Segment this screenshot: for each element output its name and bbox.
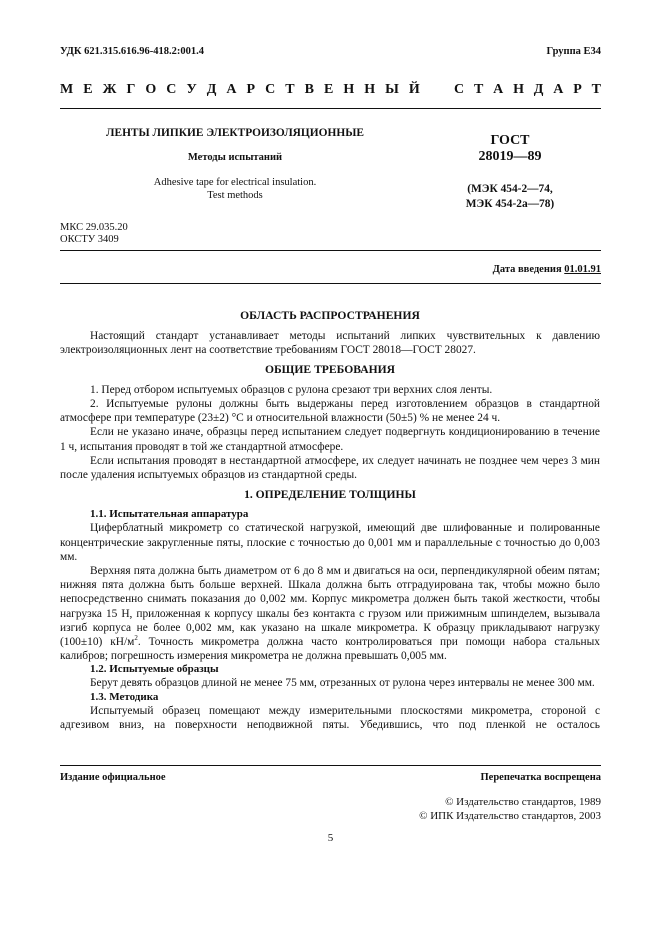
mks-code: МКС 29.035.20 [60, 222, 128, 233]
group-code: Группа Е34 [546, 46, 601, 57]
banner-letter: О [145, 82, 157, 97]
method-paragraph: Испытуемый образец помещают между измерительными плоскостями микрометра, стороной с адгезивом вниз, на поверхности неподвижной пяты. Убедившись, что под пленкой не осталось [60, 704, 600, 731]
banner-letter: Т [591, 82, 601, 97]
banner-standard [454, 82, 601, 98]
introduction-date-label: Дата введения [492, 264, 565, 275]
gost-number: 28019—89 [478, 149, 542, 164]
body-content [60, 309, 600, 732]
okstu-code: ОКСТУ 3409 [60, 234, 119, 245]
banner-letter: Н [513, 82, 524, 97]
gost-label: ГОСТ [490, 133, 530, 148]
title-divider [60, 250, 601, 251]
banner-letter: У [186, 82, 197, 97]
udc-code: УДК 621.315.616.96-418.2:001.4 [60, 46, 204, 57]
date-divider [60, 283, 601, 284]
banner-letter: Т [473, 82, 484, 97]
footer-divider [60, 765, 601, 766]
banner-divider [60, 108, 601, 109]
banner-letter: Ы [385, 82, 399, 97]
copyright-1989: © Издательство стандартов, 1989 [445, 796, 601, 808]
reprint-prohibited: Перепечатка воспрещена [480, 772, 601, 783]
official-edition: Издание официальное [60, 772, 166, 783]
banner-letter: Д [533, 82, 544, 97]
banner-letter: Р [246, 82, 256, 97]
introduction-date [493, 263, 601, 276]
banner-letter: Е [83, 82, 93, 97]
general-note-1: Если не указано иначе, образцы перед испытанием следует подвергнуть кондиционированию в течение 1 ч, испытания проводят в той же стандартной атмосфере. [60, 426, 600, 453]
superscript-2: 2 [134, 634, 138, 643]
specimens-paragraph: Берут девять образцов длиной не менее 75 мм, отрезанных от рулона через интервалы не менее 300 мм. [90, 677, 595, 690]
subsection-1-2-heading: 1.2. Испытуемые образцы [90, 663, 219, 676]
introduction-date-value: 01.01.91 [564, 264, 601, 275]
apparatus-paragraph-2 [60, 564, 600, 663]
banner-letter: М [60, 82, 74, 97]
banner-letter: Т [285, 82, 295, 97]
document-title: ЛЕНТЫ ЛИПКИЕ ЭЛЕКТРОИЗОЛЯЦИОННЫЕ [105, 127, 364, 139]
subsection-1-1-heading: 1.1. Испытательная аппаратура [90, 508, 249, 521]
banner-letter: С [265, 82, 276, 97]
iec-reference-1: (МЭК 454-2—74, [467, 183, 553, 195]
iec-reference-2: МЭК 454-2а—78) [465, 198, 555, 210]
scope-heading: ОБЛАСТЬ РАСПРОСТРАНЕНИЯ [240, 309, 420, 322]
banner-letter: Р [573, 82, 582, 97]
subsection-1-3-heading: 1.3. Методика [90, 690, 159, 703]
banner-letter: А [493, 82, 504, 97]
general-note-2: Если испытания проводят в нестандартной атмосфере, их следует начинать не позднее чем через 3 мин после удаления испытуемых образцов из стандартной среды. [60, 454, 600, 482]
general-item-2: 2. Испытуемые рулоны должны быть выдержаны перед изготовлением образцов в стандартной атмосфере при температуре (23±2) °С и относительной влажности (50±5) % не менее 24 ч. [60, 398, 600, 425]
banner-letter: Н [364, 82, 376, 97]
banner-letter: Ж [102, 82, 117, 97]
banner-letter: Е [323, 82, 334, 97]
page-number: 5 [327, 832, 334, 844]
document-subtitle: Методы испытаний [187, 152, 283, 163]
apparatus-paragraph-1: Циферблатный микрометр со статической нагрузкой, имеющий две шлифованные и полированные концентрические закругленные пяты, плоские с точностью до 0,001 мм и параллельные с точностью до 0,003 мм. [60, 522, 600, 563]
banner-letter: С [454, 82, 465, 97]
banner-letter: С [166, 82, 177, 97]
banner-letter: Д [206, 82, 217, 97]
banner-interstate [60, 82, 420, 98]
banner-letter: А [553, 82, 564, 97]
general-item-1: 1. Перед отбором испытуемых образцов с рулона срезают три верхних слоя ленты. [90, 383, 493, 396]
copyright-2003: © ИПК Издательство стандартов, 2003 [419, 810, 601, 822]
banner-letter: В [304, 82, 314, 97]
banner-letter: Н [343, 82, 355, 97]
thickness-heading: 1. ОПРЕДЕЛЕНИЕ ТОЛЩИНЫ [244, 488, 416, 502]
banner-letter: Й [408, 82, 420, 97]
general-heading: ОБЩИЕ ТРЕБОВАНИЯ [265, 362, 395, 376]
english-title-line-2: Test methods [207, 190, 263, 201]
banner-letter: А [226, 82, 237, 97]
english-title-line-1: Adhesive tape for electrical insulation. [153, 177, 317, 188]
scope-paragraph: Настоящий стандарт устанавливает методы испытаний липких чувствительных к давлению электроизоляционных лент на соответствие требованиям ГОСТ 28018—ГОСТ 28027. [60, 330, 600, 357]
banner-letter: Г [126, 82, 136, 97]
apparatus-text-b: . Точность микрометра должна часто контролироваться при помощи набора стальных калибров; погрешность измерения микрометра не должна превышать 0,005 мм. [60, 636, 600, 663]
apparatus-text-a: Верхняя пята должна быть диаметром от 6 до 8 мм и двигаться на оси, перпендикулярной обеим пятам; нижняя пята должна быть больше верхней. Шкала должна быть отградуирована так, чтобы можно было непосредственно снимать показания до 0,002 мм. Корпус микрометра должен быть такой жесткости, чтобы нагрузка 15 Н, приложенная к корпусу шкалы без контакта с грузом или прижимным шпинделем, вызывала изгиб корпуса не более 0,002 мм, как указано на шкале микрометра. К образцу прикладывают нагрузку (100±10) кН/м [60, 565, 600, 649]
